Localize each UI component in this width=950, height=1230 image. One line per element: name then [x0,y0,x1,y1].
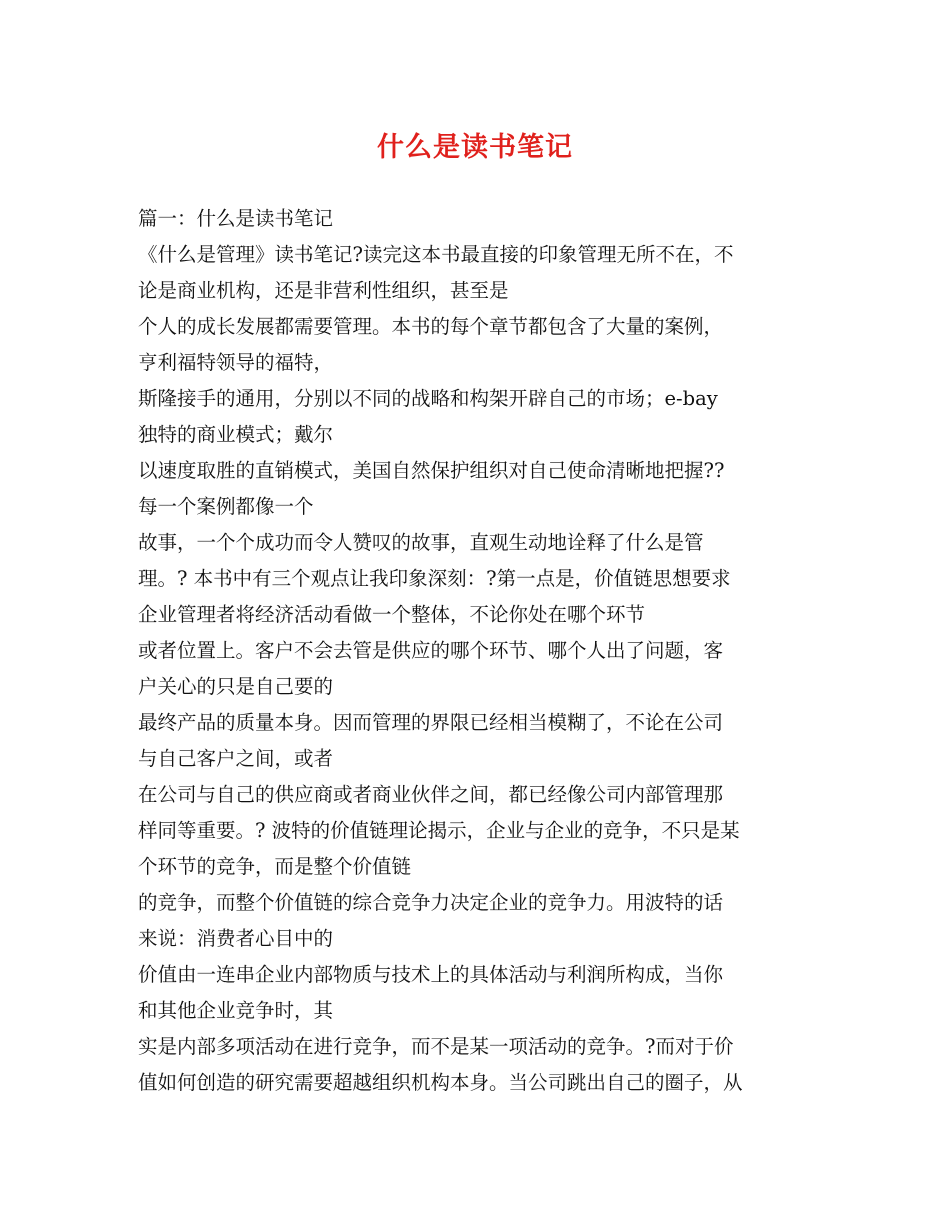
text-line: 每一个案例都像一个 [138,495,314,518]
text-line: 值如何创造的研究需要超越组织机构本身。当公司跳出自己的圈子，从 [138,1071,743,1094]
text-line: 亨利福特领导的福特， [138,351,334,374]
text-line: 和其他企业竞争时，其 [138,999,334,1022]
text-line: 价值由一连串企业内部物质与技术上的具体活动与利润所构成，当你 [138,963,724,986]
text-line: 以速度取胜的直销模式，美国自然保护组织对自己使命清晰地把握?? [138,459,725,482]
document-body [138,201,818,1101]
text-line: 个环节的竞争，而是整个价值链 [138,855,412,878]
text-line: 个人的成长发展都需要管理。本书的每个章节都包含了大量的案例， [138,315,724,338]
text-line: 斯隆接手的通用，分别以不同的战略和构架开辟自己的市场；e-bay [138,387,718,410]
text-line: 与自己客户之间，或者 [138,747,334,770]
document-title: 什么是读书笔记 [377,132,573,163]
text-line: 论是商业机构，还是非营利性组织，甚至是 [138,279,509,302]
text-line: 来说：消费者心目中的 [138,927,334,950]
text-line: 或者位置上。客户不会去管是供应的哪个环节、哪个人出了问题，客 [138,639,724,662]
text-line: 户关心的只是自己要的 [138,675,334,698]
text-line: 的竞争，而整个价值链的综合竞争力决定企业的竞争力。用波特的话 [138,891,724,914]
text-line: 《什么是管理》读书笔记?读完这本书最直接的印象管理无所不在，不 [138,243,734,266]
text-line: 最终产品的质量本身。因而管理的界限已经相当模糊了，不论在公司 [138,711,724,734]
text-line: 样同等重要。? 波特的价值链理论揭示，企业与企业的竞争，不只是某 [138,819,740,842]
text-line: 在公司与自己的供应商或者商业伙伴之间，都已经像公司内部管理那 [138,783,724,806]
text-line: 实是内部多项活动在进行竞争，而不是某一项活动的竞争。?而对于价 [138,1035,734,1058]
text-line: 独特的商业模式；戴尔 [138,423,334,446]
text-line: 企业管理者将经济活动看做一个整体，不论你处在哪个环节 [138,603,646,626]
text-line: 故事，一个个成功而令人赞叹的故事，直观生动地诠释了什么是管 [138,531,704,554]
text-line: 篇一：什么是读书笔记 [138,207,334,230]
text-line: 理。? 本书中有三个观点让我印象深刻：?第一点是，价值链思想要求 [138,567,731,590]
